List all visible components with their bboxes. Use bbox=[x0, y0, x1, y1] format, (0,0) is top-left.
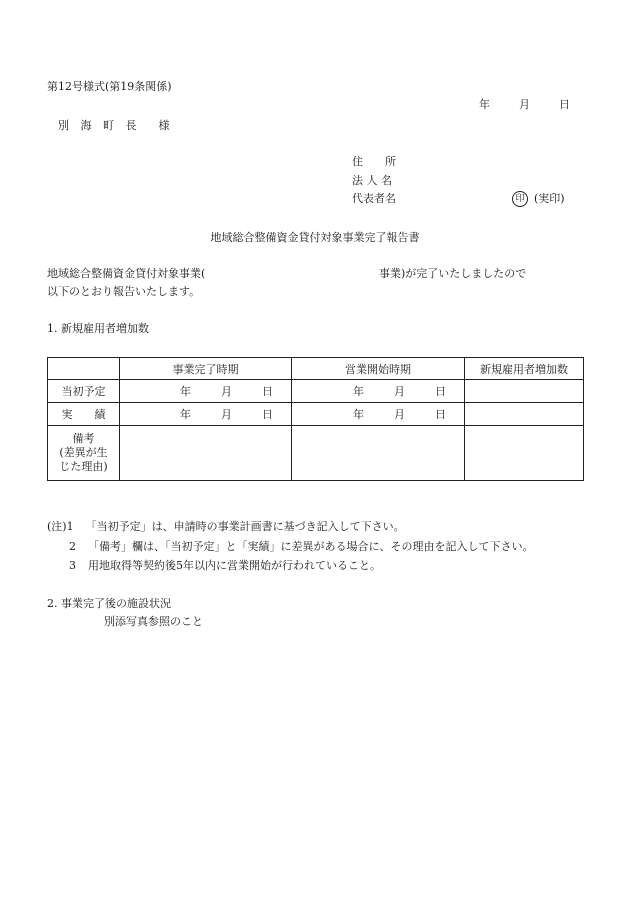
note-number: 2 bbox=[69, 540, 76, 553]
seal-note: (実印) bbox=[534, 192, 565, 205]
document-title: 地域総合整備資金貸付対象事業完了報告書 bbox=[210, 231, 420, 244]
row-label: 当初予定 bbox=[48, 380, 120, 403]
remarks-label: 備考 (差異が生 じた理由) bbox=[48, 426, 120, 481]
section2-body: 別添写真参照のこと bbox=[104, 615, 203, 628]
section2-heading: 2. 事業完了後の施設状況 bbox=[47, 597, 171, 610]
intro-line2: 以下のとおり報告いたします。 bbox=[47, 285, 201, 298]
header-opening-date: 営業開始時期 bbox=[292, 358, 465, 380]
note-text: 用地取得等契約後5年以内に営業開始が行われていること。 bbox=[88, 559, 381, 572]
section1-heading: 1. 新規雇用者増加数 bbox=[47, 322, 149, 335]
date-year: 年 bbox=[479, 98, 490, 111]
header-blank-cell bbox=[48, 358, 120, 380]
intro-line1-prefix: 地域総合整備資金貸付対象事業( bbox=[47, 267, 206, 280]
intro-line1-suffix: 事業)が完了いたしましたので bbox=[379, 267, 527, 280]
address-label: 住 所 bbox=[352, 155, 396, 168]
table-header-row bbox=[48, 358, 584, 380]
header-completion-date: 事業完了時期 bbox=[120, 358, 292, 380]
completion-date-cell[interactable]: 年 月 日 bbox=[120, 380, 292, 403]
employment-table bbox=[47, 357, 584, 481]
opening-date-cell[interactable]: 年 月 日 bbox=[292, 380, 465, 403]
note-3 bbox=[69, 559, 381, 573]
table-row-remarks bbox=[48, 426, 584, 481]
date-line bbox=[479, 98, 570, 112]
new-employees-cell[interactable] bbox=[465, 380, 584, 403]
remarks-opening-cell[interactable] bbox=[292, 426, 465, 481]
addressee: 別 海 町 長 様 bbox=[58, 119, 170, 132]
note-number: 3 bbox=[69, 559, 76, 572]
remarks-employees-cell[interactable] bbox=[465, 426, 584, 481]
completion-date-cell[interactable]: 年 月 日 bbox=[120, 403, 292, 426]
note-1 bbox=[47, 520, 405, 534]
note-text: 「当初予定」は、申請時の事業計画書に基づき記入して下さい。 bbox=[85, 520, 405, 533]
note-number: (注)1 bbox=[47, 520, 74, 533]
seal-icon: 印 bbox=[512, 191, 528, 207]
corp-name-label: 法 人 名 bbox=[352, 174, 392, 187]
date-month: 月 bbox=[519, 98, 530, 111]
table-row-actual bbox=[48, 403, 584, 426]
new-employees-cell[interactable] bbox=[465, 403, 584, 426]
remarks-completion-cell[interactable] bbox=[120, 426, 292, 481]
note-2 bbox=[69, 540, 534, 554]
table-row-planned bbox=[48, 380, 584, 403]
form-id: 第12号様式(第19条関係) bbox=[47, 80, 172, 93]
row-label: 実 績 bbox=[48, 403, 120, 426]
seal-area bbox=[512, 191, 565, 207]
date-day: 日 bbox=[559, 98, 570, 111]
header-new-employees: 新規雇用者増加数 bbox=[465, 358, 584, 380]
representative-label: 代表者名 bbox=[352, 192, 396, 205]
opening-date-cell[interactable]: 年 月 日 bbox=[292, 403, 465, 426]
note-text: 「備考」欄は、「当初予定」と「実績」に差異がある場合に、その理由を記入して下さい。 bbox=[88, 540, 534, 553]
